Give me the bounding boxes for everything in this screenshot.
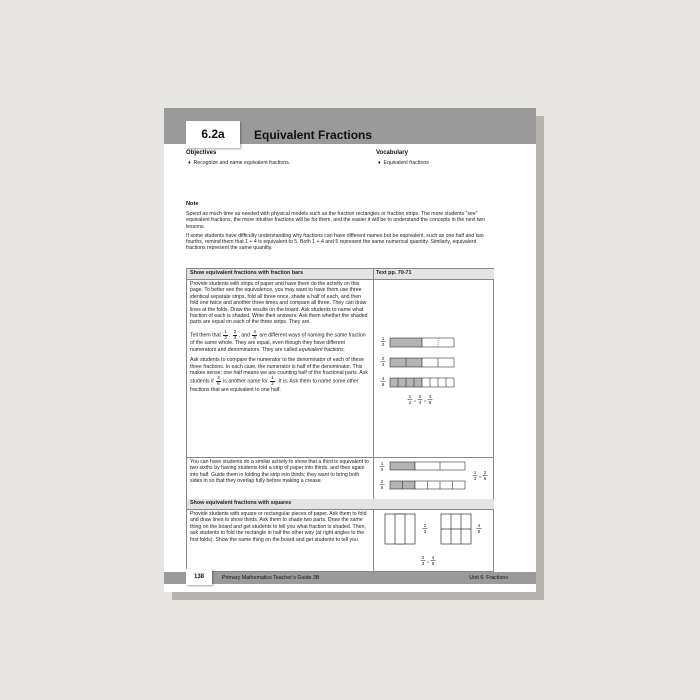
svg-text:1: 1	[381, 336, 385, 341]
paragraph: Ask students to compare the numerator to the denominator of each of these three fractions. In each case, the numerator is half of the denominator. This makes sense; one half means we are counting half of the fractional parts. Ask students if $\frac{3}{6}$ is another name for $\frac{1}{2}$ . It is. Ask them to name some other fractions that are equivalent to one half.	[190, 357, 368, 394]
svg-text:4: 4	[381, 376, 385, 381]
svg-text:8: 8	[381, 382, 385, 387]
square-folding-thirds-sixths	[373, 509, 494, 573]
lesson-table	[186, 268, 494, 572]
squares-figure	[373, 509, 494, 573]
svg-text:4: 4	[428, 394, 432, 399]
svg-text:2: 2	[381, 342, 385, 347]
svg-text:8: 8	[428, 400, 432, 405]
svg-text:2: 2	[423, 523, 427, 528]
svg-text:=: =	[413, 398, 417, 403]
text-reference: Text pp. 70-71	[373, 269, 494, 279]
page-title: Equivalent Fractions	[254, 128, 373, 142]
svg-text:6: 6	[431, 561, 435, 566]
fraction-strips-thirds-sixths	[373, 457, 494, 499]
footer-book-title: Primary Mathematics Teacher’s Guide 3B	[222, 575, 320, 581]
svg-text:2: 2	[418, 394, 422, 399]
footer-unit: Unit 6: Fractions	[469, 575, 508, 581]
document-page	[164, 108, 536, 592]
svg-text:1: 1	[380, 461, 384, 466]
svg-text:4: 4	[418, 400, 422, 405]
note-heading: Note	[186, 201, 199, 207]
svg-text:2: 2	[483, 470, 487, 475]
svg-text:=: =	[426, 559, 430, 564]
svg-text:3: 3	[473, 476, 477, 481]
row-squares-text: Provide students with square or rectangular pieces of paper. Ask them to fold and draw lines to show thirds. Ask them to shade two parts. Draw the same thing on the board and get students to tell you what fraction is shaded. Then, ask students to fold the rectangle in half the other way (at right angles to the first folds). Show the same thing on the board and get students to tell you	[190, 511, 367, 543]
svg-text:3: 3	[421, 561, 425, 566]
svg-text:4: 4	[381, 362, 385, 367]
svg-text:2: 2	[421, 555, 425, 560]
objective-item: ♦ Recognize and name equivalent fractions.	[188, 160, 291, 166]
svg-text:6: 6	[483, 476, 487, 481]
svg-text:4: 4	[431, 555, 435, 560]
lesson-number: 6.2a	[186, 121, 240, 148]
svg-text:3: 3	[423, 529, 427, 534]
note-body	[186, 211, 496, 255]
note-paragraph: If some students have difficulty understanding why fractions can have different names but be equivalent, such as one half and two fourths, remind them that 1 + 4 is equivalent to 5. Both 1 + 4 and 5 represent the same numerical quantity. Similarly, equivalent fractions represent the same quantity.	[186, 232, 484, 252]
svg-text:1: 1	[408, 394, 412, 399]
svg-text:6: 6	[477, 529, 481, 534]
svg-text:4: 4	[477, 523, 481, 528]
svg-text:2: 2	[380, 479, 384, 484]
svg-text:=: =	[478, 474, 482, 479]
row-fraction-bars-text	[187, 279, 373, 457]
svg-text:=: =	[423, 398, 427, 403]
row-thirds-text: You can have students do a similar activity to show that a third is equivalent to two sixths by having students fold a strip of paper into thirds, and then again into half. Guide them in folding the strip into thirds; they want to bring both sides in so that they overlap fully before making a crease.	[190, 459, 369, 485]
vocabulary-item: ♦ Equivalent fractions	[378, 160, 429, 166]
fraction-strips-halves-fourths-eighths	[373, 279, 494, 457]
paragraph: Provide students with strips of paper and have them do the activity on this page. To better see the equivalence, you may want to have them use three identical separate strips, fold all three once, shade a half of each, and then fold one twice and another three times and compare all three. They can draw lines at the folds. Draw the results on the board. Ask students to name what fraction of each is shaded. Write their answers. Ask them whether the shaded parts are equal on each of the three strips. They are.	[190, 281, 368, 326]
vocabulary-heading: Vocabulary	[376, 150, 408, 156]
note-paragraph: Spend as much time as needed with physical models such as the fraction rectangles or fraction strips. The more students “see” equivalent fractions, the more intuitive fractions will be for them, and the easier it will be to understand the concepts in the next two lessons.	[186, 211, 486, 230]
svg-text:3: 3	[380, 467, 384, 472]
paragraph: Tell them that $\frac{1}{2}$ , $\frac{2}{4}$ , and $\frac{4}{8}$ are different ways of naming the same fraction of the same whole. They are equal, even though they have different numerators and denominators. They are called equivalent fractions.	[190, 328, 366, 353]
objectives-heading: Objectives	[186, 150, 217, 156]
svg-text:1: 1	[473, 470, 477, 475]
svg-text:2: 2	[408, 400, 412, 405]
section-heading-fraction-bars: Show equivalent fractions with fraction bars	[187, 269, 373, 279]
page-number: 138	[186, 569, 212, 585]
thirds-figure	[373, 457, 494, 499]
svg-text:2: 2	[381, 356, 385, 361]
section-heading-squares: Show equivalent fractions with squares	[187, 499, 494, 509]
svg-text:6: 6	[380, 485, 384, 490]
fraction-bars-figure	[373, 279, 494, 457]
